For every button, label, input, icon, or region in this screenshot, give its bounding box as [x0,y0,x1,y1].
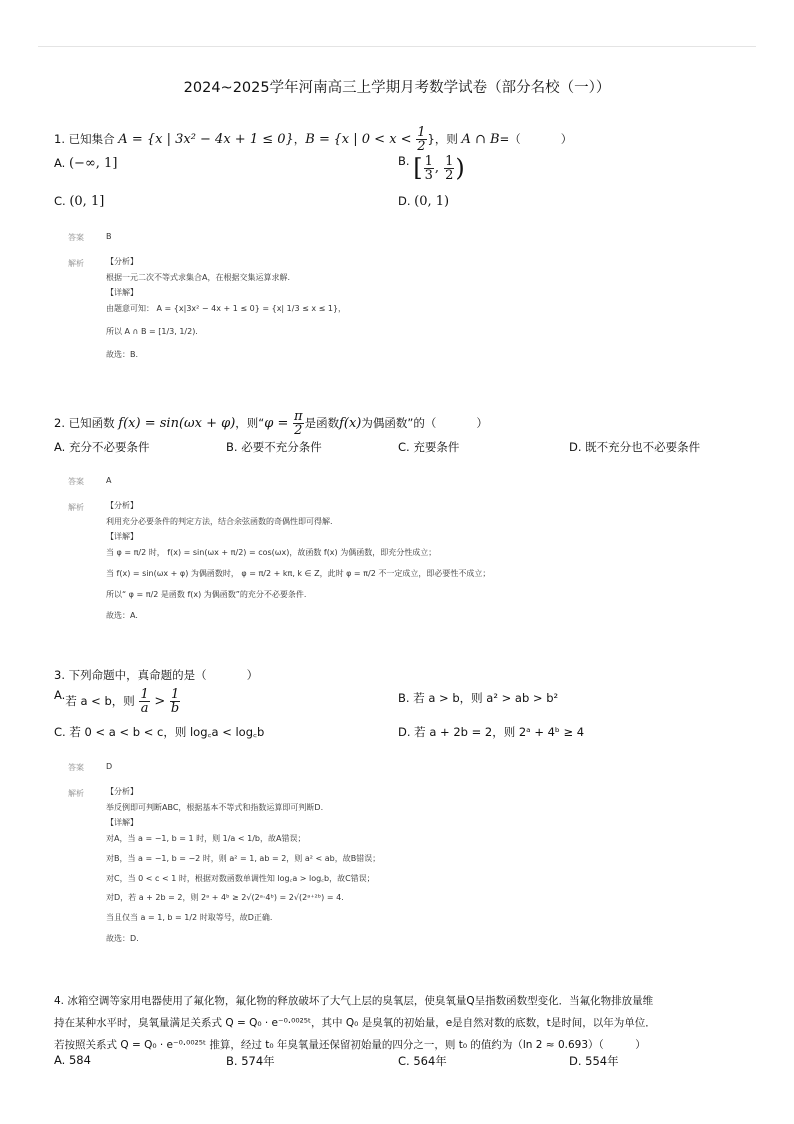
q1-set-a: A = {x | 3x² − 4x + 1 ≤ 0} [118,132,294,147]
q3-analysis-label: 解析 [68,789,84,798]
q2-text-a: 已知函数 [68,416,115,430]
q1-sep: ， [293,132,306,146]
q4-option-a[interactable]: A. 584 [54,1053,91,1067]
q1-text-b: }，则 [427,132,458,146]
q1-text-a: 已知集合 [68,132,115,146]
q3-option-c[interactable]: C. 若 0 < a < b < c，则 log꜀a < log꜀b [54,725,265,739]
analysis-line: 当 f(x) = sin(ωx + φ) 为偶函数时， φ = π/2 + kπ, k ∈ Z，此时 φ = π/2 不一定成立，即必要性不成立； [106,568,491,578]
analysis-line: 所以“ φ = π/2 是函数 f(x) 为偶函数”的充分不必要条件. [106,589,307,599]
q2-number: 2. [54,416,65,430]
analysis-line: 【分析】 [106,787,138,796]
q1-analysis [106,257,706,365]
analysis-line: 【详解】 [106,818,138,827]
analysis-line: 所以 A ∩ B = [1/3, 1/2). [106,326,198,336]
q2-analysis [106,501,706,626]
analysis-line: 利用充分必要条件的判定方法，结合余弦函数的奇偶性即可得解. [106,516,333,526]
q1-option-d[interactable]: D. (0, 1) [398,194,450,209]
q4-line: 4. 冰箱空调等家用电器使用了氟化物，氟化物的释放破坏了大气上层的臭氧层，使臭氧量Q呈指数函数型变化．当氟化物排放量维 [54,995,654,1007]
q1-analysis-label: 解析 [68,259,84,268]
q1-number: 1. [54,132,65,146]
q2-close: ） [476,416,488,430]
analysis-line: 【详解】 [106,532,138,541]
q2-text-c: 是函数 [304,416,340,430]
q3-option-d[interactable]: D. 若 a + 2b = 2，则 2ᵃ + 4ᵇ ≥ 4 [398,725,585,739]
q3-option-a[interactable]: A.若 a < b，则 $\frac{1}{a}$ > $\frac{1}{b}$ [54,687,180,716]
q2-option-c[interactable]: C. 充要条件 [398,440,460,454]
analysis-line: 【分析】 [106,257,138,266]
q3-answer-label: 答案 [68,763,84,772]
analysis-line: 故选：B. [106,349,139,359]
analysis-line: 当且仅当 a = 1, b = 1/2 时取等号，故D正确. [106,912,273,922]
q1-close: ） [560,132,573,146]
analysis-line: 对C，当 0 < c < 1 时，根据对数函数单调性知 log꜀a > log꜀b，故C错误； [106,873,375,883]
q3-answer: D [106,762,113,771]
q2-text-b: ，则“ [235,416,265,430]
question-2 [54,410,754,437]
q1-text-c: =（ [499,132,521,146]
analysis-line: 当 φ = π/2 时， f(x) = sin(ωx + π/2) = cos(ωx)，故函数 f(x) 为偶函数，即充分性成立； [106,547,437,557]
q2-cond: φ = [264,416,289,431]
q2-answer-label: 答案 [68,477,84,486]
q2-option-d[interactable]: D. 既不充分也不必要条件 [569,440,701,454]
question-3 [54,668,754,683]
q1-expr: A ∩ B [461,132,500,147]
analysis-line: 故选：D. [106,933,139,943]
q3-close: ） [246,668,259,682]
q4-option-d[interactable]: D. 554年 [569,1054,619,1068]
q2-analysis-label: 解析 [68,503,84,512]
q2-option-a[interactable]: A. 充分不必要条件 [54,440,150,454]
page-title: 2024~2025学年河南高三上学期月考数学试卷（部分名校（一）） [183,80,611,96]
q2-func: f(x) = sin(ωx + φ) [118,416,236,431]
analysis-line: 举反例即可判断ABC，根据基本不等式和指数运算即可判断D. [106,802,324,812]
q2-answer: A [106,476,112,485]
analysis-line: 由题意可知： A = {x|3x² − 4x + 1 ≤ 0} = {x| 1/3 ≤ x ≤ 1}， [106,303,347,313]
q1-option-c[interactable]: C. (0, 1] [54,194,105,209]
q4-option-c[interactable]: C. 564年 [398,1054,447,1068]
q3-option-b[interactable]: B. 若 a > b，则 a² > ab > b² [398,691,559,705]
q2-func2: f(x) [339,416,362,431]
q1-fraction: $\frac{1}{2}$ [417,125,426,154]
q3-text: 下列命题中，真命题的是（ [68,668,207,682]
question-1 [54,126,754,153]
q1-option-b[interactable]: B. [ $\frac{1}{3}$ , $\frac{1}{2}$ ) [398,153,465,183]
analysis-line: 【分析】 [106,501,138,510]
analysis-line: 对B，当 a = −1, b = −2 时，则 a² = 1, ab = 2，则 a² < ab，故B错误； [106,853,381,863]
q4-line: 若按照关系式 Q = Q₀ · e⁻⁰·⁰⁰²⁵ᵗ 推算，经过 t₀ 年臭氧量还保留初始量的四分之一，则 t₀ 的值约为（ln 2 ≈ 0.693）（ ） [54,1039,646,1051]
q2-fraction: $\frac{\pi}{2}$ [294,409,303,438]
q4-number: 4. [54,995,65,1007]
q3-number: 3. [54,668,65,682]
analysis-line: 故选：A. [106,610,138,620]
q1-set-b: {x | 0 < x < [333,132,412,147]
q1-answer: B [106,232,112,241]
analysis-line: 对D，若 a + 2b = 2，则 2ᵃ + 4ᵇ ≥ 2√(2ᵃ·4ᵇ) = 2√(2ᵃ⁺²ᵇ) = 4. [106,892,344,902]
q2-option-b[interactable]: B. 必要不充分条件 [226,440,322,454]
analysis-line: 对A，当 a = −1, b = 1 时，则 1/a < 1/b，故A错误； [106,833,306,843]
q1-answer-label: 答案 [68,233,84,242]
top-rule [38,46,756,47]
q1-set-b-pre: B = [305,132,330,147]
question-4 [54,990,754,1056]
analysis-line: 【详解】 [106,288,138,297]
q2-text-d: 为偶函数”的（ [361,416,437,430]
analysis-line: 根据一元二次不等式求集合A，在根据交集运算求解. [106,272,291,282]
q4-option-b[interactable]: B. 574年 [226,1054,275,1068]
q1-option-a[interactable]: A. (−∞, 1] [54,156,118,171]
q3-analysis [106,787,706,949]
q4-line: 持在某种水平时，臭氧量满足关系式 Q = Q₀ · e⁻⁰·⁰⁰²⁵ᵗ，其中 Q₀ 是臭氧的初始量，e是自然对数的底数，t是时间，以年为单位． [54,1017,656,1029]
